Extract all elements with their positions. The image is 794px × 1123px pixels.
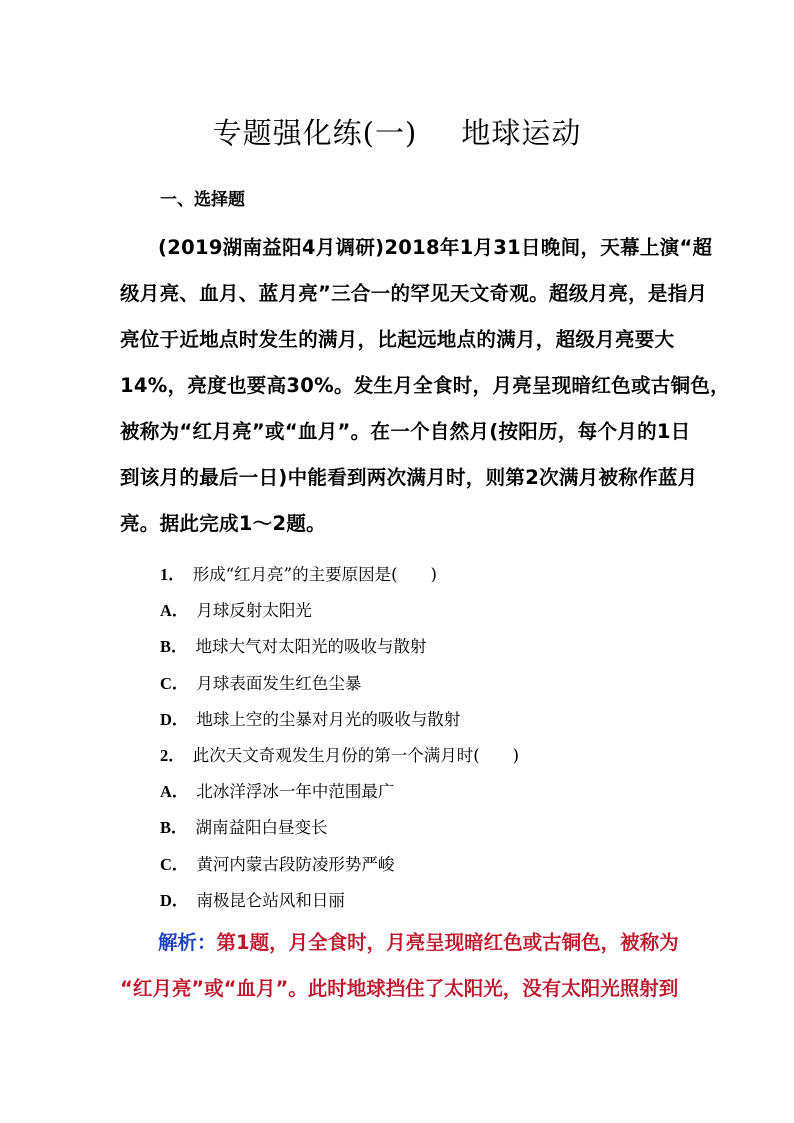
question-list xyxy=(160,557,680,919)
option-text: 月球反射太阳光 xyxy=(196,601,312,621)
analysis-label: 解析： xyxy=(158,931,217,954)
option-d xyxy=(160,702,680,738)
option-text: 黄河内蒙古段防凌形势严峻 xyxy=(196,854,395,874)
analysis-line xyxy=(120,920,680,966)
passage-line: 14%，亮度也要高30%。发生月全食时，月亮呈现暗红色或古铜色， xyxy=(120,374,730,397)
option-text: 湖南益阳白昼变长 xyxy=(195,818,328,838)
option-text: 月球表面发生红色尘暴 xyxy=(196,673,362,693)
option-d xyxy=(160,883,680,919)
passage-line: 到该月的最后一日)中能看到两次满月时，则第2次满月被称作蓝月 xyxy=(120,466,698,489)
question-2 xyxy=(160,738,680,774)
passage-line: 亮位于近地点时发生的满月，比起远地点的满月，超级月亮要大 xyxy=(120,328,675,351)
option-a xyxy=(160,593,680,629)
option-text: 北冰洋浮冰一年中范围最广 xyxy=(196,782,395,802)
passage-line: 级月亮、血月、蓝月亮”三合一的罕见天文奇观。超级月亮，是指月 xyxy=(120,282,708,305)
passage-line: 亮。据此完成1～2题。 xyxy=(120,512,326,535)
option-letter: C． xyxy=(160,854,189,874)
question-stem: 此次天文奇观发生月份的第一个满月时( ) xyxy=(192,745,520,765)
reading-passage xyxy=(120,225,730,547)
question-number: 1． xyxy=(160,565,185,584)
analysis-text: 第1题，月全食时，月亮呈现暗红色或古铜色，被称为 xyxy=(216,931,679,954)
option-c xyxy=(160,666,680,702)
title-main: 专题强化练(一) xyxy=(212,116,418,150)
section-heading: 一、选择题 xyxy=(160,190,245,210)
answer-analysis xyxy=(120,920,680,1012)
passage-line: (2019湖南益阳4月调研)2018年1月31日晚间，天幕上演“超 xyxy=(158,236,713,259)
option-a xyxy=(160,774,680,810)
question-number: 2． xyxy=(160,745,185,765)
option-letter: B． xyxy=(160,818,188,838)
option-b xyxy=(160,629,680,665)
question-stem: 形成“红月亮”的主要原因是( ) xyxy=(192,565,437,584)
title-sub: 地球运动 xyxy=(461,116,582,150)
option-b xyxy=(160,810,680,846)
analysis-line: “红月亮”或“血月”。此时地球挡住了太阳光，没有太阳光照射到 xyxy=(120,977,679,1000)
option-letter: A． xyxy=(160,782,189,802)
option-text: 地球上空的尘暴对月光的吸收与散射 xyxy=(196,709,461,729)
page-title xyxy=(0,113,794,153)
passage-line: 被称为“红月亮”或“血月”。在一个自然月(按阳历，每个月的1日 xyxy=(120,420,691,443)
option-letter: B． xyxy=(160,637,188,657)
option-c xyxy=(160,847,680,883)
option-letter: C． xyxy=(160,673,189,693)
option-letter: D． xyxy=(160,890,189,910)
question-1 xyxy=(160,557,680,593)
option-text: 南极昆仑站风和日丽 xyxy=(196,890,345,910)
option-letter: A． xyxy=(160,601,189,621)
option-text: 地球大气对太阳光的吸收与散射 xyxy=(195,637,427,657)
option-letter: D． xyxy=(160,709,189,729)
